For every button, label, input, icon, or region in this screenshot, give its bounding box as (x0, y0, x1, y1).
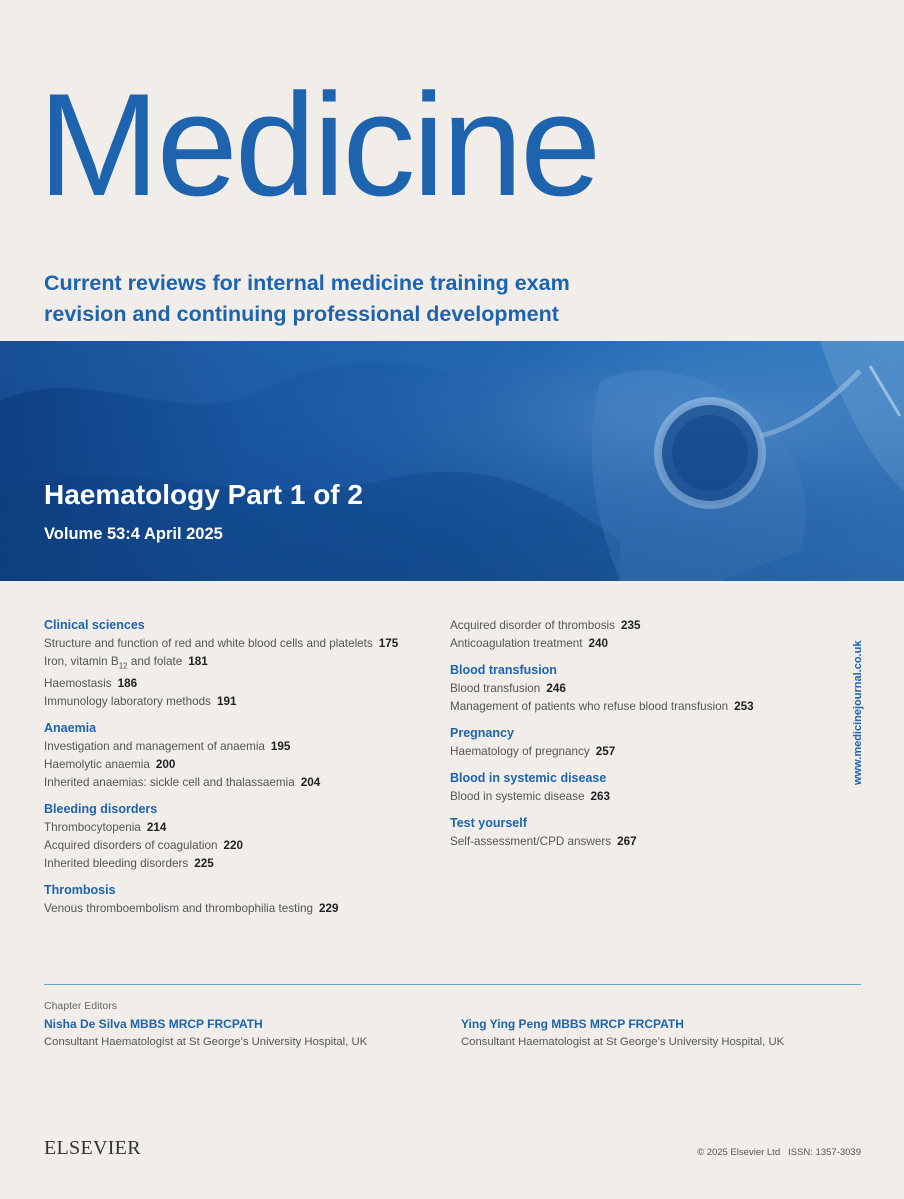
copyright-text: © 2025 Elsevier Ltd (697, 1147, 781, 1158)
toc-entry-title: Self-assessment/CPD answers (450, 835, 612, 848)
issue-title: Haematology Part 1 of 2 (44, 479, 363, 510)
toc-entry-page: 220 (223, 839, 243, 853)
toc-entry-title: Investigation and management of anaemia (44, 740, 265, 754)
toc-section-heading: Clinical sciences (44, 618, 145, 632)
toc-section-heading: Bleeding disorders (44, 802, 158, 817)
editor-role: Consultant Haematologist at St George’s University Hospital, UK (44, 1036, 368, 1048)
toc-entry-page: 200 (155, 758, 176, 772)
toc-section (450, 770, 840, 806)
tagline (44, 268, 744, 330)
toc-section (44, 617, 434, 711)
toc-section (450, 725, 840, 761)
toc-entry[interactable] (44, 693, 434, 711)
toc-section-heading: Blood transfusion (450, 663, 557, 677)
toc-right-column (450, 617, 840, 860)
tagline-line-1: Current reviews for internal medicine training exam (44, 271, 570, 295)
toc-left-column (44, 617, 434, 927)
toc-entry-title: Haemostasis (44, 677, 112, 691)
toc-entry[interactable] (450, 635, 840, 653)
toc-entry-page: 257 (595, 745, 616, 758)
toc-section-heading: Anaemia (44, 721, 97, 736)
chapter-editors-label: Chapter Editors (44, 1000, 117, 1012)
toc-section (450, 662, 840, 716)
toc-entry-title: Haemolytic anaemia (44, 758, 150, 772)
copyright-line (697, 1147, 861, 1158)
toc-entry-page: 175 (378, 637, 399, 650)
toc-entry-title: Iron, vitamin B (44, 655, 119, 668)
toc-entry-title: Acquired disorder of thrombosis (450, 619, 616, 632)
toc-entry-title: Structure and function of red and white blood cells and platelets (44, 637, 373, 650)
toc-entry-title: Acquired disorders of coagulation (44, 839, 218, 853)
toc-entry[interactable] (44, 774, 434, 792)
toc-entry-title: Inherited bleeding disorders (44, 857, 189, 871)
toc-entry[interactable] (44, 837, 434, 855)
editor-name: Nisha De Silva MBBS MRCP FRCPATH (44, 1017, 263, 1031)
toc-entry[interactable] (44, 855, 434, 873)
stethoscope-hand-illustration (0, 341, 904, 581)
toc-entry[interactable] (450, 743, 840, 761)
publisher-logo: ELSEVIER (44, 1137, 141, 1159)
editor-role: Consultant Haematologist at St George’s University Hospital, UK (461, 1036, 785, 1048)
toc-entry[interactable] (450, 698, 840, 716)
toc-section-continued (450, 617, 840, 653)
toc-entry-page: 225 (194, 857, 214, 871)
toc-entry-title: Blood in systemic disease (450, 790, 585, 803)
toc-entry[interactable] (44, 819, 434, 837)
editor-name: Ying Ying Peng MBBS MRCP FRCPATH (461, 1017, 684, 1031)
divider-rule (44, 984, 861, 985)
toc-entry-title: Blood transfusion (450, 682, 541, 695)
tagline-line-2: revision and continuing professional development (44, 302, 559, 326)
toc-entry-title: Thrombocytopenia (44, 821, 141, 835)
toc-entry-title: Venous thromboembolism and thrombophilia testing (44, 902, 313, 916)
toc-entry[interactable] (44, 900, 434, 918)
issue-volume: Volume 53:4 April 2025 (44, 525, 223, 543)
toc-entry-page: 240 (588, 637, 609, 650)
toc-entry-title-after: and folate (127, 655, 183, 668)
toc-section (44, 801, 434, 873)
toc-section-heading: Blood in systemic disease (450, 771, 607, 785)
toc-entry-page: 253 (734, 700, 754, 713)
toc-section-heading: Test yourself (450, 816, 527, 830)
toc-entry-page: 195 (270, 740, 291, 754)
toc-entry-title: Anticoagulation treatment (450, 637, 583, 650)
toc-section-heading: Pregnancy (450, 726, 514, 740)
toc-entry-page: 214 (146, 821, 167, 835)
toc-entry-page: 204 (300, 776, 321, 790)
toc-section (44, 720, 434, 792)
toc-entry[interactable] (44, 675, 434, 693)
toc-entry-page: 191 (216, 695, 237, 709)
toc-section-heading: Thrombosis (44, 883, 116, 898)
journal-title: Medicine (38, 63, 599, 226)
toc-entry-title: Inherited anaemias: sickle cell and thalassaemia (44, 776, 295, 790)
toc-entry[interactable] (450, 833, 840, 851)
toc-entry-title: Immunology laboratory methods (44, 695, 211, 709)
toc-entry-page: 263 (590, 790, 610, 803)
toc-section (44, 882, 434, 918)
toc-entry[interactable] (44, 738, 434, 756)
journal-website-text: www.medicinejournal.co.uk (852, 640, 864, 785)
toc-entry-page: 267 (617, 835, 637, 848)
toc-entry[interactable] (44, 756, 434, 774)
toc-entry-page: 229 (318, 902, 339, 916)
toc-entry[interactable] (44, 653, 434, 675)
toc-entry[interactable] (450, 617, 840, 635)
toc-entry-title: Haematology of pregnancy (450, 745, 590, 758)
toc-entry-page: 235 (621, 619, 641, 632)
cover-banner (0, 341, 904, 581)
toc-entry[interactable] (450, 680, 840, 698)
issn-text: ISSN: 1357-3039 (788, 1147, 861, 1158)
toc-entry-page: 186 (117, 677, 138, 691)
toc-entry-page: 181 (188, 655, 208, 668)
toc-entry[interactable] (450, 788, 840, 806)
toc-entry-title: Management of patients who refuse blood transfusion (450, 700, 729, 713)
toc-entry-page: 246 (546, 682, 566, 695)
toc-entry-subscript: 12 (118, 661, 128, 671)
journal-website[interactable] (852, 620, 868, 785)
toc-entry[interactable] (44, 635, 434, 653)
toc-section (450, 815, 840, 851)
